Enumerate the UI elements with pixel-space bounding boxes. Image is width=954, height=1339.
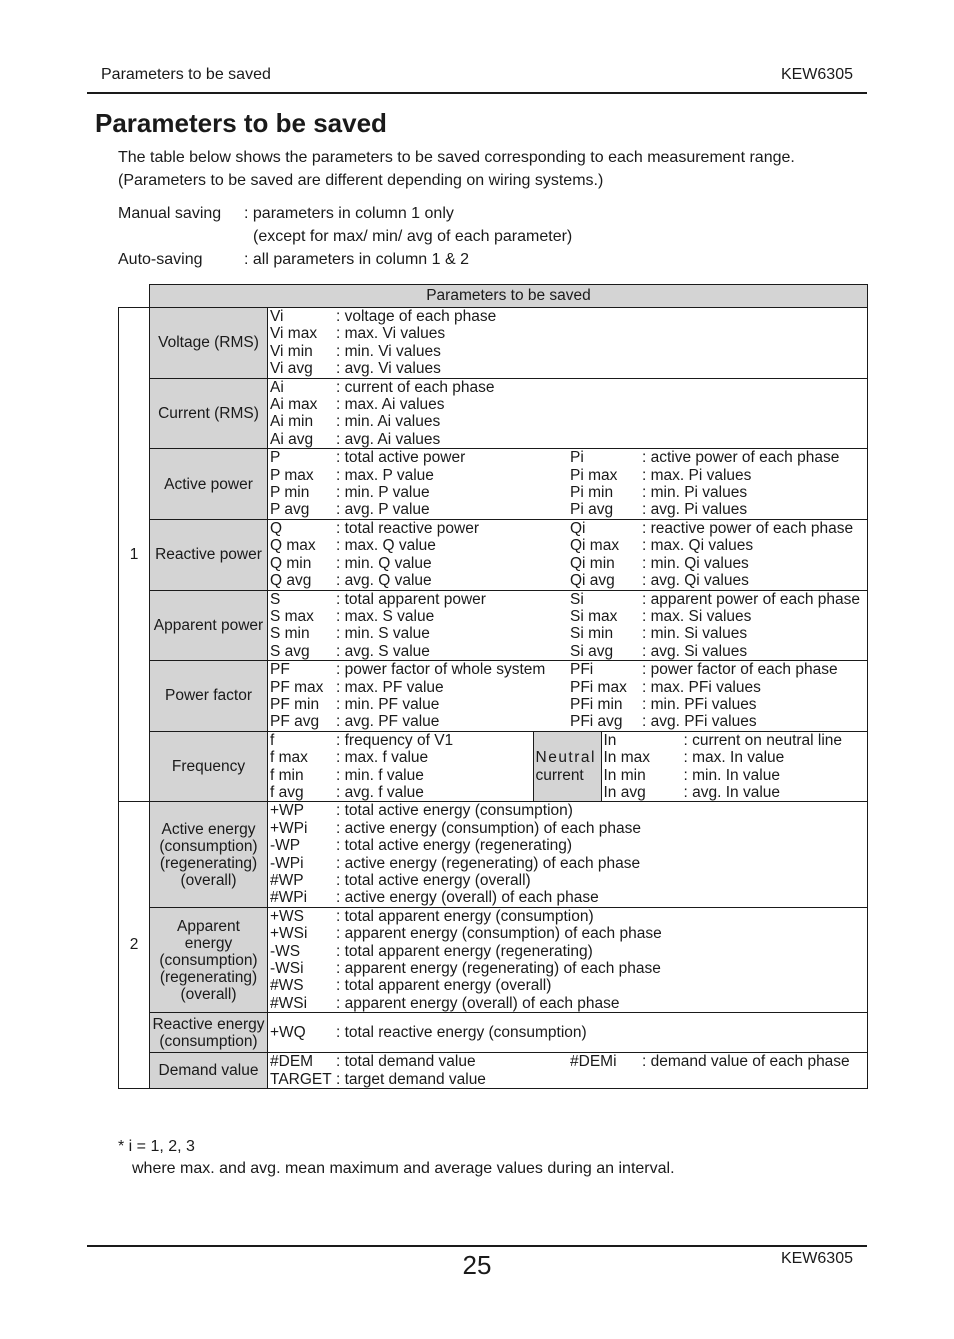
param-line: +WP : total active energy (consumption) [270,802,573,820]
auto-saving-row [118,248,572,271]
power-factor-params [268,661,868,732]
auto-saving-text: : all parameters in column 1 & 2 [244,251,469,268]
param-line: Ai avg : avg. Ai values [270,430,441,448]
param-line: Vi max : max. Vi values [270,325,446,343]
param-line: Ai : current of each phase [270,378,495,396]
active-power-params [268,449,868,520]
param-line: +WPi : active energy (consumption) of each phase [270,819,642,837]
param-line: Ai max : max. Ai values [270,396,445,414]
param-line: -WS : total apparent energy (regenerating) [270,942,593,960]
current-params [268,378,868,449]
category-frequency: Frequency [150,731,268,802]
param-line: Vi avg : avg. Vi values [270,360,441,378]
param-line: #WPi : active energy (overall) of each phase [270,889,599,907]
row-active-energy [119,802,868,907]
param-line: +WSi : apparent energy (consumption) of each phase [270,925,662,943]
intro-line: (Parameters to be saved are different depending on wiring systems.) [118,172,604,189]
intro-text [118,146,795,192]
page-number: 25 [462,1250,492,1280]
param-line: PF min : min. PF value PFi min : min. PFi values [270,695,757,713]
frequency-params [268,731,868,802]
param-line: P : total active power Pi : active power of each phase [270,449,840,467]
manual-saving-continuation: (except for max/ min/ avg of each parameter) [253,228,573,245]
param-line: In max : max. In value [603,749,785,767]
frequency-subtable [268,732,867,802]
param-line: +WS : total apparent energy (consumption) [270,907,594,925]
group-2-label: 2 [119,802,150,1089]
table-header: Parameters to be saved [150,285,868,308]
param-line: P avg : avg. P value Pi avg : avg. Pi values [270,501,748,519]
neutral-current-label [533,732,601,802]
intro-line: The table below shows the parameters to be saved corresponding to each measurement range. [118,149,795,166]
parameters-table [118,284,868,1089]
running-header-model: KEW6305 [780,66,853,83]
row-power-factor [119,661,868,732]
row-active-power [119,449,868,520]
param-line: +WQ : total reactive energy (consumption) [270,1024,587,1042]
param-line: Q : total reactive power Qi : reactive power of each phase [270,519,854,537]
param-line: f avg : avg. f value [270,783,424,801]
row-current [119,378,868,449]
param-line: In avg : avg. In value [603,783,781,801]
apparent-power-params [268,590,868,661]
table-corner [119,285,150,308]
active-energy-params [268,802,868,907]
param-line: -WP : total active energy (regenerating) [270,837,573,855]
auto-saving-label: Auto-saving [118,251,203,268]
row-apparent-energy [119,907,868,1012]
manual-saving-row [118,202,572,225]
category-active-power: Active power [150,449,268,520]
category-active-energy: Active energy (consumption) (regenerating) (overall) [150,802,268,907]
footer-rule [87,1245,867,1247]
param-line: f : frequency of V1 [270,731,454,749]
param-line: In min : min. In value [603,766,780,784]
param-line: S max : max. S value Si max : max. Si values [270,607,752,625]
param-line: P min : min. P value Pi min : min. Pi values [270,484,748,502]
row-demand [119,1053,868,1089]
category-reactive-power: Reactive power [150,519,268,590]
param-line: S : total apparent power Si : apparent power of each phase [270,590,861,608]
param-line: -WSi : apparent energy (regenerating) of each phase [270,960,661,978]
group-1-label: 1 [119,308,150,802]
category-reactive-energy: Reactive energy (consumption) [150,1013,268,1053]
param-line: #WS : total apparent energy (overall) [270,977,552,995]
param-line: Vi min : min. Vi values [270,342,441,360]
category-apparent-power: Apparent power [150,590,268,661]
manual-saving-text: : parameters in column 1 only [244,205,454,222]
reactive-power-params [268,519,868,590]
voltage-params [268,308,868,379]
param-line: TARGET : target demand value [270,1070,486,1088]
param-line: PF : power factor of whole system PFi : power factor of each phase [270,661,838,679]
footnote-index: * i = 1, 2, 3 [118,1138,195,1155]
param-line: #WSi : apparent energy (overall) of each phase [270,994,620,1012]
param-line: PF avg : avg. PF value PFi avg : avg. PFi values [270,713,757,731]
header-rule [87,92,867,94]
row-apparent-power [119,590,868,661]
param-line: Ai min : min. Ai values [270,413,441,431]
category-apparent-energy: Apparent energy (consumption) (regenerating) (overall) [150,907,268,1012]
row-voltage [119,308,868,379]
param-line: PF max : max. PF value PFi max : max. PFi values [270,678,761,696]
param-line: S min : min. S value Si min : min. Si values [270,625,748,643]
running-header-title: Parameters to be saved [101,66,271,83]
page-title: Parameters to be saved [95,108,387,138]
neutral-label-line: current [535,766,584,784]
reactive-energy-params [268,1013,868,1053]
footer-model: KEW6305 [780,1250,853,1267]
frequency-lines [268,732,533,802]
param-line: Vi : voltage of each phase [270,308,497,325]
param-line: #WP : total active energy (overall) [270,872,531,889]
demand-params [268,1053,868,1089]
param-line: f max : max. f value [270,749,429,767]
category-demand: Demand value [150,1053,268,1089]
row-reactive-energy [119,1013,868,1053]
param-line: P max : max. P value Pi max : max. Pi values [270,466,752,484]
category-voltage: Voltage (RMS) [150,308,268,379]
param-line: -WPi : active energy (regenerating) of each phase [270,854,641,872]
param-line: Q min : min. Q value Qi min : min. Qi values [270,554,749,572]
save-modes [118,202,572,271]
footnotes [118,1136,675,1180]
category-current: Current (RMS) [150,378,268,449]
manual-saving-label: Manual saving [118,205,222,222]
category-power-factor: Power factor [150,661,268,732]
row-reactive-power [119,519,868,590]
footnote-meaning: where max. and avg. mean maximum and average values during an interval. [132,1160,675,1177]
param-line: S avg : avg. S value Si avg : avg. Si values [270,642,748,660]
neutral-label-line: Neutral [535,749,596,767]
param-line: Q max : max. Q value Qi max : max. Qi values [270,537,754,555]
param-line: Q avg : avg. Q value Qi avg : avg. Qi values [270,572,749,590]
row-frequency [119,731,868,802]
apparent-energy-params [268,907,868,1012]
param-line: f min : min. f value [270,766,424,784]
param-line: #DEM : total demand value #DEMi : demand value of each phase [270,1053,850,1071]
param-line: In : current on neutral line [603,731,843,749]
neutral-lines [601,732,867,802]
